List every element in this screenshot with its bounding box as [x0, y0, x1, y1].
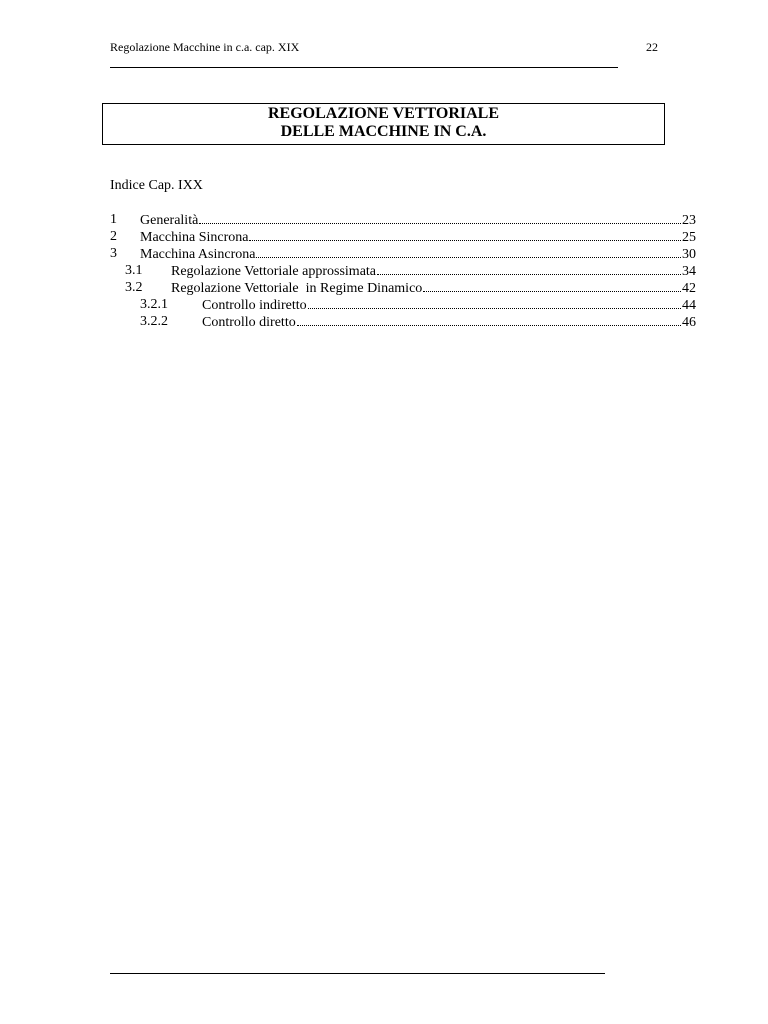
header-title: Regolazione Macchine in c.a. cap. XIX: [110, 40, 300, 54]
toc-entry-3-1[interactable]: [110, 262, 696, 279]
toc-dot-leader: [199, 211, 681, 224]
header-page-number: 22: [646, 40, 658, 54]
header-rule: [110, 67, 618, 68]
toc-entry-1[interactable]: [110, 211, 696, 228]
chapter-title-line-2: DELLE MACCHINE IN C.A.: [280, 123, 487, 140]
toc-dot-leader: [297, 313, 681, 326]
table-of-contents: [110, 211, 696, 330]
toc-entry-label: Macchina Asincrona: [140, 247, 256, 262]
toc-entry-number: 3: [110, 246, 117, 261]
toc-entry-label: Regolazione Vettoriale in Regime Dinamico: [171, 281, 423, 296]
toc-entry-page: 44: [682, 298, 696, 313]
toc-entry-number: 2: [110, 229, 117, 244]
toc-entry-number: 3.2: [125, 280, 143, 295]
toc-entry-page: 25: [682, 230, 696, 245]
toc-entry-number: 3.2.1: [140, 297, 168, 312]
toc-entry-3-2-2[interactable]: [110, 313, 696, 330]
toc-entry-number: 3.1: [125, 263, 143, 278]
toc-entry-label: Controllo diretto: [202, 315, 296, 330]
toc-dot-leader: [377, 262, 681, 275]
chapter-title-line-1: REGOLAZIONE VETTORIALE: [267, 105, 500, 122]
toc-heading: Indice Cap. IXX: [110, 178, 203, 193]
toc-entry-number: 1: [110, 212, 117, 227]
toc-entry-page: 23: [682, 213, 696, 228]
toc-dot-leader: [249, 228, 681, 241]
toc-entry-page: 34: [682, 264, 696, 279]
toc-entry-number: 3.2.2: [140, 314, 168, 329]
chapter-title-box: [102, 103, 665, 145]
toc-dot-leader: [423, 279, 681, 292]
toc-entry-3[interactable]: [110, 245, 696, 262]
toc-entry-2[interactable]: [110, 228, 696, 245]
toc-entry-label: Regolazione Vettoriale approssimata: [171, 264, 377, 279]
footer-rule: [110, 973, 605, 974]
toc-entry-page: 46: [682, 315, 696, 330]
toc-dot-leader: [308, 296, 681, 309]
toc-entry-page: 30: [682, 247, 696, 262]
toc-entry-label: Generalità: [140, 213, 199, 228]
toc-dot-leader: [256, 245, 681, 258]
toc-entry-label: Macchina Sincrona: [140, 230, 249, 245]
toc-entry-page: 42: [682, 281, 696, 296]
toc-entry-label: Controllo indiretto: [202, 298, 307, 313]
toc-entry-3-2-1[interactable]: [110, 296, 696, 313]
toc-entry-3-2[interactable]: [110, 279, 696, 296]
